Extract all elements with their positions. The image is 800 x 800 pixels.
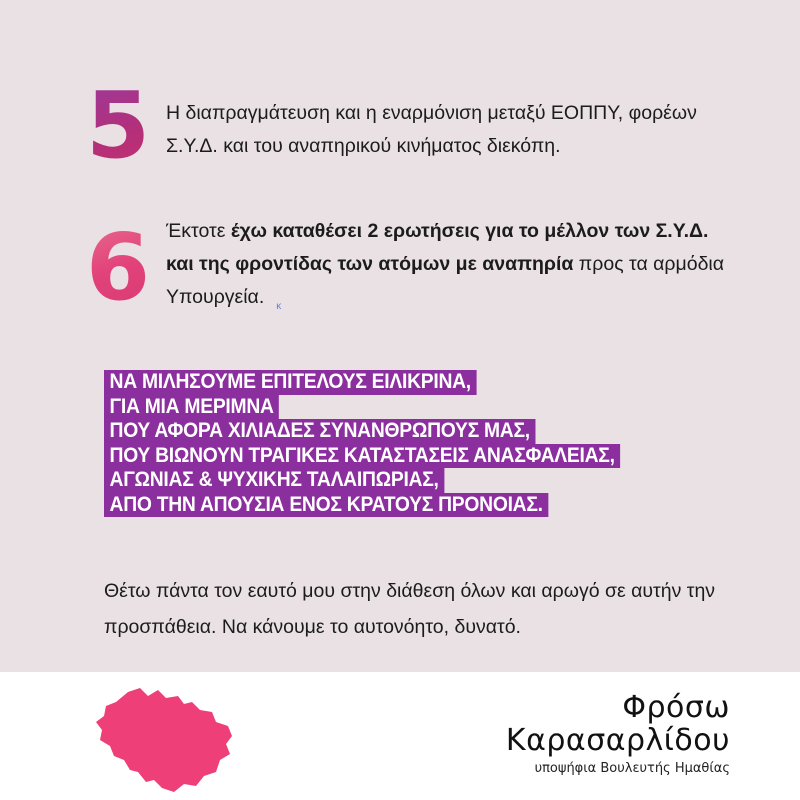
item-6-text-bold: έχω καταθέσει 2 ερωτήσεις για το μέλλον των Σ.Υ.Δ. και της φροντίδας των ατόμων με αναπηρία: [166, 220, 709, 275]
slogan-line-text: ΓΙΑ ΜΙΑ ΜΕΡΙΜΝΑ: [104, 395, 279, 420]
region-map-icon: [88, 684, 238, 796]
candidate-role: υποψήφια Βουλευτής Ημαθίας: [534, 761, 730, 776]
slogan-line-text: ΠΟΥ ΒΙΩΝΟΥΝ ΤΡΑΓΙΚΕΣ ΚΑΤΑΣΤΑΣΕΙΣ ΑΝΑΣΦΑΛΕΙΑΣ,: [104, 444, 620, 469]
slogan-line: [104, 468, 474, 493]
closing-text: Θέτω πάντα τον εαυτό μου στην διάθεση όλων και αρωγό σε αυτήν την προσπάθεια. Να κάνουμε το αυτονόητο, δυνατό.: [104, 580, 716, 638]
slogan-line-text: ΠΟΥ ΑΦΟΡΑ ΧΙΛΙΑΔΕΣ ΣΥΝΑΝΘΡΩΠΟΥΣ ΜΑΣ,: [104, 419, 535, 444]
item-6-text-after: προς τα αρμόδια Υπουργεία.: [166, 253, 725, 308]
slogan-line: [104, 370, 509, 395]
item-6-text: [166, 215, 726, 323]
candidate-last-name: Καρασαρλίδου: [505, 723, 730, 758]
slogan-line: [104, 444, 665, 469]
item-6-text-before: Έκτοτε: [166, 220, 231, 242]
item-5-text: Η διαπραγμάτευση και η εναρμόνιση μεταξύ ΕΟΠΠΥ, φορέων Σ.Υ.Δ. και του αναπηρικού κινήματος διεκόπη.: [166, 102, 697, 157]
highlighted-slogan: [104, 370, 744, 517]
slogan-line-text: ΝΑ ΜΙΛΗΣΟΥΜΕ ΕΠΙΤΕΛΟΥΣ ΕΙΛΙΚΡΙΝΑ,: [104, 370, 476, 395]
region-map-shape: [96, 688, 232, 792]
slogan-line: [104, 419, 573, 444]
slogan-line: [104, 493, 587, 518]
candidate-first-name: Φρόσω: [622, 690, 730, 725]
slogan-line-text: ΑΠΟ ΤΗΝ ΑΠΟΥΣΙΑ ΕΝΟΣ ΚΡΑΤΟΥΣ ΠΡΟΝΟΙΑΣ.: [104, 493, 548, 518]
slogan-line-text: ΑΓΩΝΙΑΣ & ΨΥΧΙΚΗΣ ΤΑΛΑΙΠΩΡΙΑΣ,: [104, 468, 444, 493]
item-number-5: 5: [86, 72, 151, 179]
stray-mark: κ: [276, 301, 282, 312]
signature-block: [506, 692, 730, 778]
item-number-6: 6: [86, 214, 151, 321]
slogan-line: [104, 395, 294, 420]
